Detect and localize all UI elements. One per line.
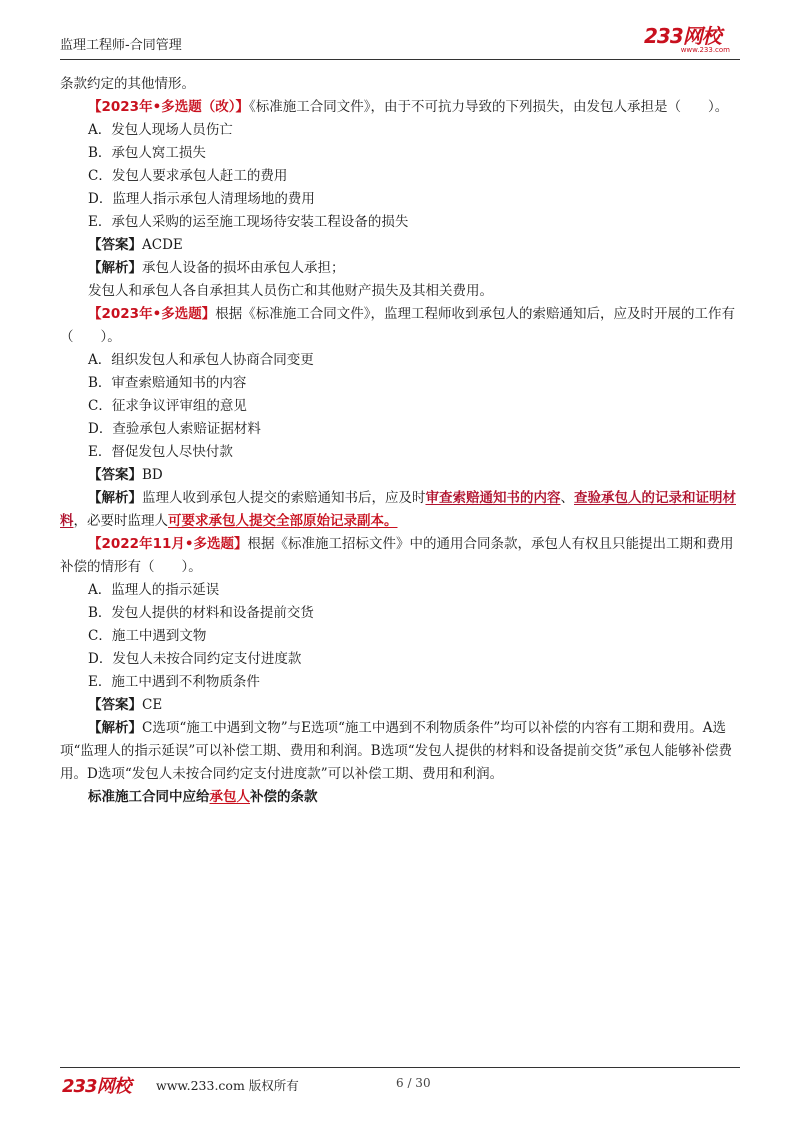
question-1-option-a: A．发包人现场人员伤亡 — [88, 122, 233, 138]
section-heading-post: 补偿的条款 — [250, 789, 318, 805]
analysis-text: 承包人设备的损坏由承包人承担； — [142, 260, 345, 276]
question-2-analysis — [60, 487, 740, 533]
page-header — [60, 26, 740, 56]
question-1-analysis-2: 发包人和承包人各自承担其人员伤亡和其他财产损失及其相关费用。 — [88, 283, 493, 299]
question-3-option-a: A．监理人的指示延误 — [88, 582, 220, 598]
question-3-tag: 【2022年11月•多选题】 — [88, 536, 248, 552]
logo-text: 233网校 — [644, 24, 721, 48]
footer-divider — [60, 1067, 740, 1068]
logo-url: www.233.com — [680, 46, 730, 54]
analysis-text-c: 、 — [560, 490, 574, 506]
answer-value: CE — [142, 697, 163, 713]
question-1-analysis — [60, 257, 740, 280]
doc-title: 监理工程师-合同管理 — [60, 38, 182, 53]
question-2-option-e: E．督促发包人尽快付款 — [88, 444, 233, 460]
answer-value: ACDE — [142, 237, 183, 253]
page-content — [60, 73, 740, 809]
question-2-option-d: D．查验承包人索赔证据材料 — [88, 421, 261, 437]
brand-logo — [644, 26, 734, 56]
question-2-option-c: C．征求争议评审组的意见 — [88, 398, 247, 414]
analysis-text-a: 监理人收到承包人提交的索赔通知书后，应及时 — [142, 490, 426, 506]
question-3-analysis — [60, 717, 740, 786]
question-2-option-b: B．审查索赔通知书的内容 — [88, 375, 247, 391]
question-2-option-a: A．组织发包人和承包人协商合同变更 — [88, 352, 314, 368]
question-1-option-e: E．承包人采购的运至施工现场待安装工程设备的损失 — [88, 214, 409, 230]
question-3-option-c: C．施工中遇到文物 — [88, 628, 207, 644]
section-heading-pre: 标准施工合同中应给 — [88, 789, 210, 805]
analysis-text: C选项“施工中遇到文物”与E选项“施工中遇到不利物质条件”均可以补偿的内容有工期和费用。A选项“监理人的指示延误”可以补偿工期、费用和利润。B选项“发包人提供的材料和设备提前交货”承包人能够补偿费用。D选项“发包人未按合同约定支付进度款”可以补偿工期、费用和利润。 — [60, 720, 733, 782]
section-heading-highlight: 承包人 — [209, 789, 250, 805]
analysis-highlight-1: 审查索赔通知书的内容 — [425, 490, 561, 506]
question-2-stem: 根据《标准施工合同文件》，监理工程师收到承包人的索赔通知后，应及时开展的工作有（ ）。 — [60, 306, 735, 345]
question-3-answer — [60, 694, 740, 717]
question-1-stem: 《标准施工合同文件》，由于不可抗力导致的下列损失，由发包人承担是（ ）。 — [248, 99, 729, 115]
intro-text: 条款约定的其他情形。 — [60, 76, 195, 92]
footer-logo: 233网校 — [62, 1076, 131, 1097]
question-3-stem: 根据《标准施工招标文件》中的通用合同条款，承包人有权且只能提出工期和费用补偿的情形有（ ）。 — [60, 536, 734, 575]
analysis-text-e: ，必要时监理人 — [73, 513, 168, 529]
question-2 — [60, 303, 740, 349]
answer-value: BD — [142, 467, 163, 483]
header-divider — [60, 59, 740, 60]
question-1-answer — [60, 234, 740, 257]
analysis-label: 【解析】 — [88, 720, 142, 736]
page-footer — [60, 1072, 740, 1096]
analysis-highlight-3: 可要求承包人提交全部原始记录副本。 — [168, 513, 398, 529]
question-1-tag: 【2023年•多选题（改）】 — [88, 99, 249, 115]
analysis-highlight-2: 查验承包人的记录和证明材料 — [60, 490, 736, 529]
footer-copyright: www.233.com 版权所有 — [156, 1078, 299, 1093]
question-3-option-e: E．施工中遇到不利物质条件 — [88, 674, 260, 690]
question-1 — [60, 96, 740, 119]
question-1-option-d: D．监理人指示承包人清理场地的费用 — [88, 191, 315, 207]
answer-label: 【答案】 — [88, 237, 142, 253]
question-3-option-b: B．发包人提供的材料和设备提前交货 — [88, 605, 314, 621]
section-heading — [60, 786, 740, 809]
answer-label: 【答案】 — [88, 697, 142, 713]
question-2-answer — [60, 464, 740, 487]
question-2-tag: 【2023年•多选题】 — [88, 306, 216, 322]
question-3-option-d: D．发包人未按合同约定支付进度款 — [88, 651, 302, 667]
page-number: 6 / 30 — [396, 1076, 431, 1090]
question-3 — [60, 533, 740, 579]
analysis-label: 【解析】 — [88, 490, 142, 506]
question-1-option-b: B．承包人窝工损失 — [88, 145, 206, 161]
analysis-label: 【解析】 — [88, 260, 142, 276]
question-1-option-c: C．发包人要求承包人赶工的费用 — [88, 168, 288, 184]
answer-label: 【答案】 — [88, 467, 142, 483]
